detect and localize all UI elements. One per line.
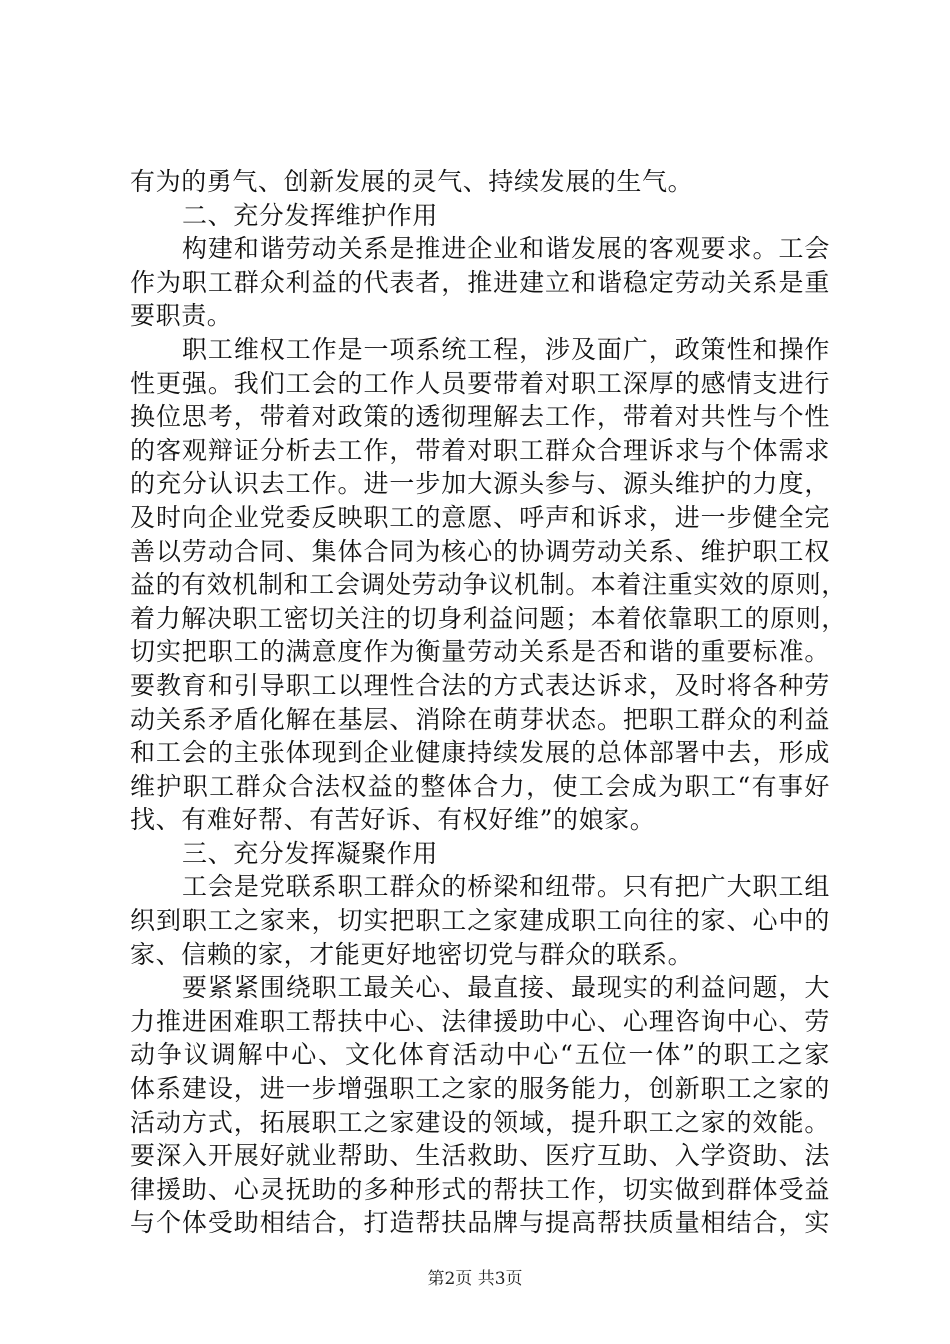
section-heading: 二、充分发挥维护作用 bbox=[182, 200, 439, 230]
paragraph-first-line: 职工维权工作是一项系统工程，涉及面广，政策性和操作 bbox=[182, 334, 830, 364]
body-line: 着力解决职工密切关注的切身利益问题；本着依靠职工的原则， bbox=[130, 603, 847, 633]
body-line: 活动方式，拓展职工之家建设的领域，提升职工之家的效能。 bbox=[130, 1107, 830, 1137]
paragraph-first-line: 构建和谐劳动关系是推进企业和谐发展的客观要求。工会 bbox=[182, 234, 830, 264]
body-line: 体系建设，进一步增强职工之家的服务能力，创新职工之家的 bbox=[130, 1074, 830, 1104]
body-line: 切实把职工的满意度作为衡量劳动关系是否和谐的重要标准。 bbox=[130, 637, 830, 667]
body-line: 的充分认识去工作。进一步加大源头参与、源头维护的力度， bbox=[130, 469, 830, 499]
paragraph-first-line: 要紧紧围绕职工最关心、最直接、最现实的利益问题，大 bbox=[182, 973, 830, 1003]
body-line: 动关系矛盾化解在基层、消除在萌芽状态。把职工群众的利益 bbox=[130, 704, 830, 734]
body-line: 与个体受助相结合，打造帮扶品牌与提高帮扶质量相结合，实 bbox=[130, 1208, 830, 1238]
page-number-footer: 第2页 共3页 bbox=[427, 1269, 523, 1289]
body-line: 找、有难好帮、有苦好诉、有权好维”的娘家。 bbox=[130, 805, 656, 835]
body-line: 动争议调解中心、文化体育活动中心“五位一体”的职工之家 bbox=[130, 1040, 830, 1070]
body-line: 家、信赖的家，才能更好地密切党与群众的联系。 bbox=[130, 939, 694, 969]
body-line: 律援助、心灵抚助的多种形式的帮扶工作，切实做到群体受益 bbox=[130, 1174, 830, 1204]
body-line: 维护职工群众合法权益的整体合力，使工会成为职工“有事好 bbox=[130, 771, 830, 801]
body-line: 要职责。 bbox=[130, 301, 233, 331]
body-line: 善以劳动合同、集体合同为核心的协调劳动关系、维护职工权 bbox=[130, 536, 830, 566]
body-line: 有为的勇气、创新发展的灵气、持续发展的生气。 bbox=[130, 167, 694, 196]
body-line: 及时向企业党委反映职工的意愿、呼声和诉求，进一步健全完 bbox=[130, 502, 830, 532]
body-line: 性更强。我们工会的工作人员要带着对职工深厚的感情支进行 bbox=[130, 368, 830, 398]
body-line: 和工会的主张体现到企业健康持续发展的总体部署中去，形成 bbox=[130, 738, 830, 768]
section-heading: 三、充分发挥凝聚作用 bbox=[182, 838, 439, 868]
body-line: 要深入开展好就业帮助、生活救助、医疗互助、入学资助、法 bbox=[130, 1141, 830, 1171]
body-line: 作为职工群众利益的代表者，推进建立和谐稳定劳动关系是重 bbox=[130, 267, 830, 297]
body-line: 益的有效机制和工会调处劳动争议机制。本着注重实效的原则， bbox=[130, 570, 847, 600]
body-line: 的客观辩证分析去工作，带着对职工群众合理诉求与个体需求 bbox=[130, 435, 830, 465]
body-line: 力推进困难职工帮扶中心、法律援助中心、心理咨询中心、劳 bbox=[130, 1006, 830, 1036]
body-line: 织到职工之家来，切实把职工之家建成职工向往的家、心中的 bbox=[130, 906, 830, 936]
paragraph-first-line: 工会是党联系职工群众的桥梁和纽带。只有把广大职工组 bbox=[182, 872, 830, 902]
body-line: 要教育和引导职工以理性合法的方式表达诉求，及时将各种劳 bbox=[130, 670, 830, 700]
document-body bbox=[130, 165, 847, 1240]
body-line: 换位思考，带着对政策的透彻理解去工作，带着对共性与个性 bbox=[130, 402, 830, 432]
